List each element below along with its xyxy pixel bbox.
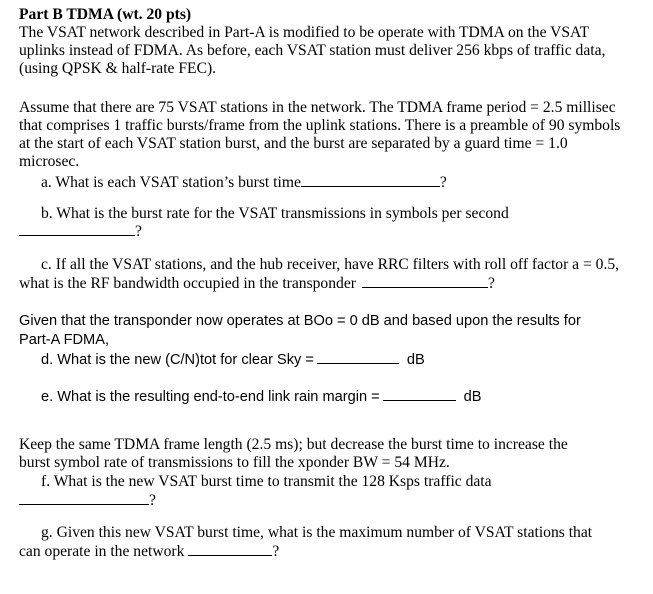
keep-line-2: burst symbol rate of transmissions to fill the xponder BW = 54 MHz. bbox=[19, 454, 450, 471]
question-e bbox=[41, 387, 482, 406]
question-d bbox=[41, 350, 425, 369]
intro-line-2: uplinks instead of FDMA. As before, each VSAT station must deliver 256 kbps of traffic data, bbox=[19, 42, 606, 59]
question-e-unit: dB bbox=[463, 389, 482, 405]
question-c-end: ? bbox=[487, 275, 495, 292]
assumption-line-1: Assume that there are 75 VSAT stations in the network. The TDMA frame period = 2.5 millisec bbox=[19, 99, 616, 116]
intro-line-1: The VSAT network described in Part-A is modified to be operate with TDMA on the VSAT bbox=[19, 24, 590, 41]
assumption-line-4: microsec. bbox=[19, 153, 80, 170]
question-b: b. What is the burst rate for the VSAT transmissions in symbols per second bbox=[41, 205, 509, 222]
question-g-line-1: g. Given this new VSAT burst time, what is the maximum number of VSAT stations that bbox=[41, 524, 593, 541]
assumption-line-2: that comprises 1 traffic bursts/frame from the uplink stations. There is a preamble of 90 symbols bbox=[19, 117, 621, 134]
intro-line-3: (using QPSK & half-rate FEC). bbox=[19, 60, 217, 77]
question-a-end: ? bbox=[439, 174, 447, 191]
answer-blank-g[interactable] bbox=[188, 542, 272, 556]
question-g-end: ? bbox=[272, 543, 280, 560]
answer-blank-c[interactable] bbox=[362, 274, 488, 288]
answer-blank-f[interactable] bbox=[19, 491, 149, 505]
assumption-line-3: at the start of each VSAT station burst, and the burst are separated by a guard time = 1.0 bbox=[19, 135, 568, 152]
answer-blank-d[interactable] bbox=[317, 350, 399, 364]
question-g-text: can operate in the network bbox=[19, 543, 185, 560]
question-f-answer bbox=[19, 491, 156, 510]
keep-line-1: Keep the same TDMA frame length (2.5 ms); but decrease the burst time to increase the bbox=[19, 436, 568, 453]
question-b-end: ? bbox=[135, 223, 142, 240]
question-c-line-1: c. If all the VSAT stations, and the hub receiver, have RRC filters with roll off factor a = 0.5, bbox=[41, 256, 620, 273]
question-d-text: d. What is the new (C/N)tot for clear Sky = bbox=[41, 352, 314, 368]
question-a bbox=[41, 173, 447, 192]
answer-blank-b[interactable] bbox=[19, 222, 135, 236]
question-e-text: e. What is the resulting end-to-end link rain margin = bbox=[41, 389, 380, 405]
section-heading: Part B TDMA (wt. 20 pts) bbox=[19, 6, 192, 23]
question-f-end: ? bbox=[149, 492, 156, 509]
question-d-unit: dB bbox=[406, 352, 425, 368]
question-c-text: what is the RF bandwidth occupied in the transponder bbox=[19, 275, 356, 292]
question-f: f. What is the new VSAT burst time to transmit the 128 Ksps traffic data bbox=[41, 473, 492, 490]
question-b-answer bbox=[19, 222, 142, 241]
question-a-text: a. What is each VSAT station’s burst time bbox=[41, 174, 301, 191]
answer-blank-a[interactable] bbox=[301, 173, 440, 187]
question-c-line-2 bbox=[19, 274, 495, 293]
given-line-2: Part-A FDMA, bbox=[19, 332, 110, 348]
answer-blank-e[interactable] bbox=[383, 387, 456, 401]
question-g-line-2 bbox=[19, 542, 279, 561]
given-line-1: Given that the transponder now operates at BOo = 0 dB and based upon the results for bbox=[19, 313, 581, 329]
